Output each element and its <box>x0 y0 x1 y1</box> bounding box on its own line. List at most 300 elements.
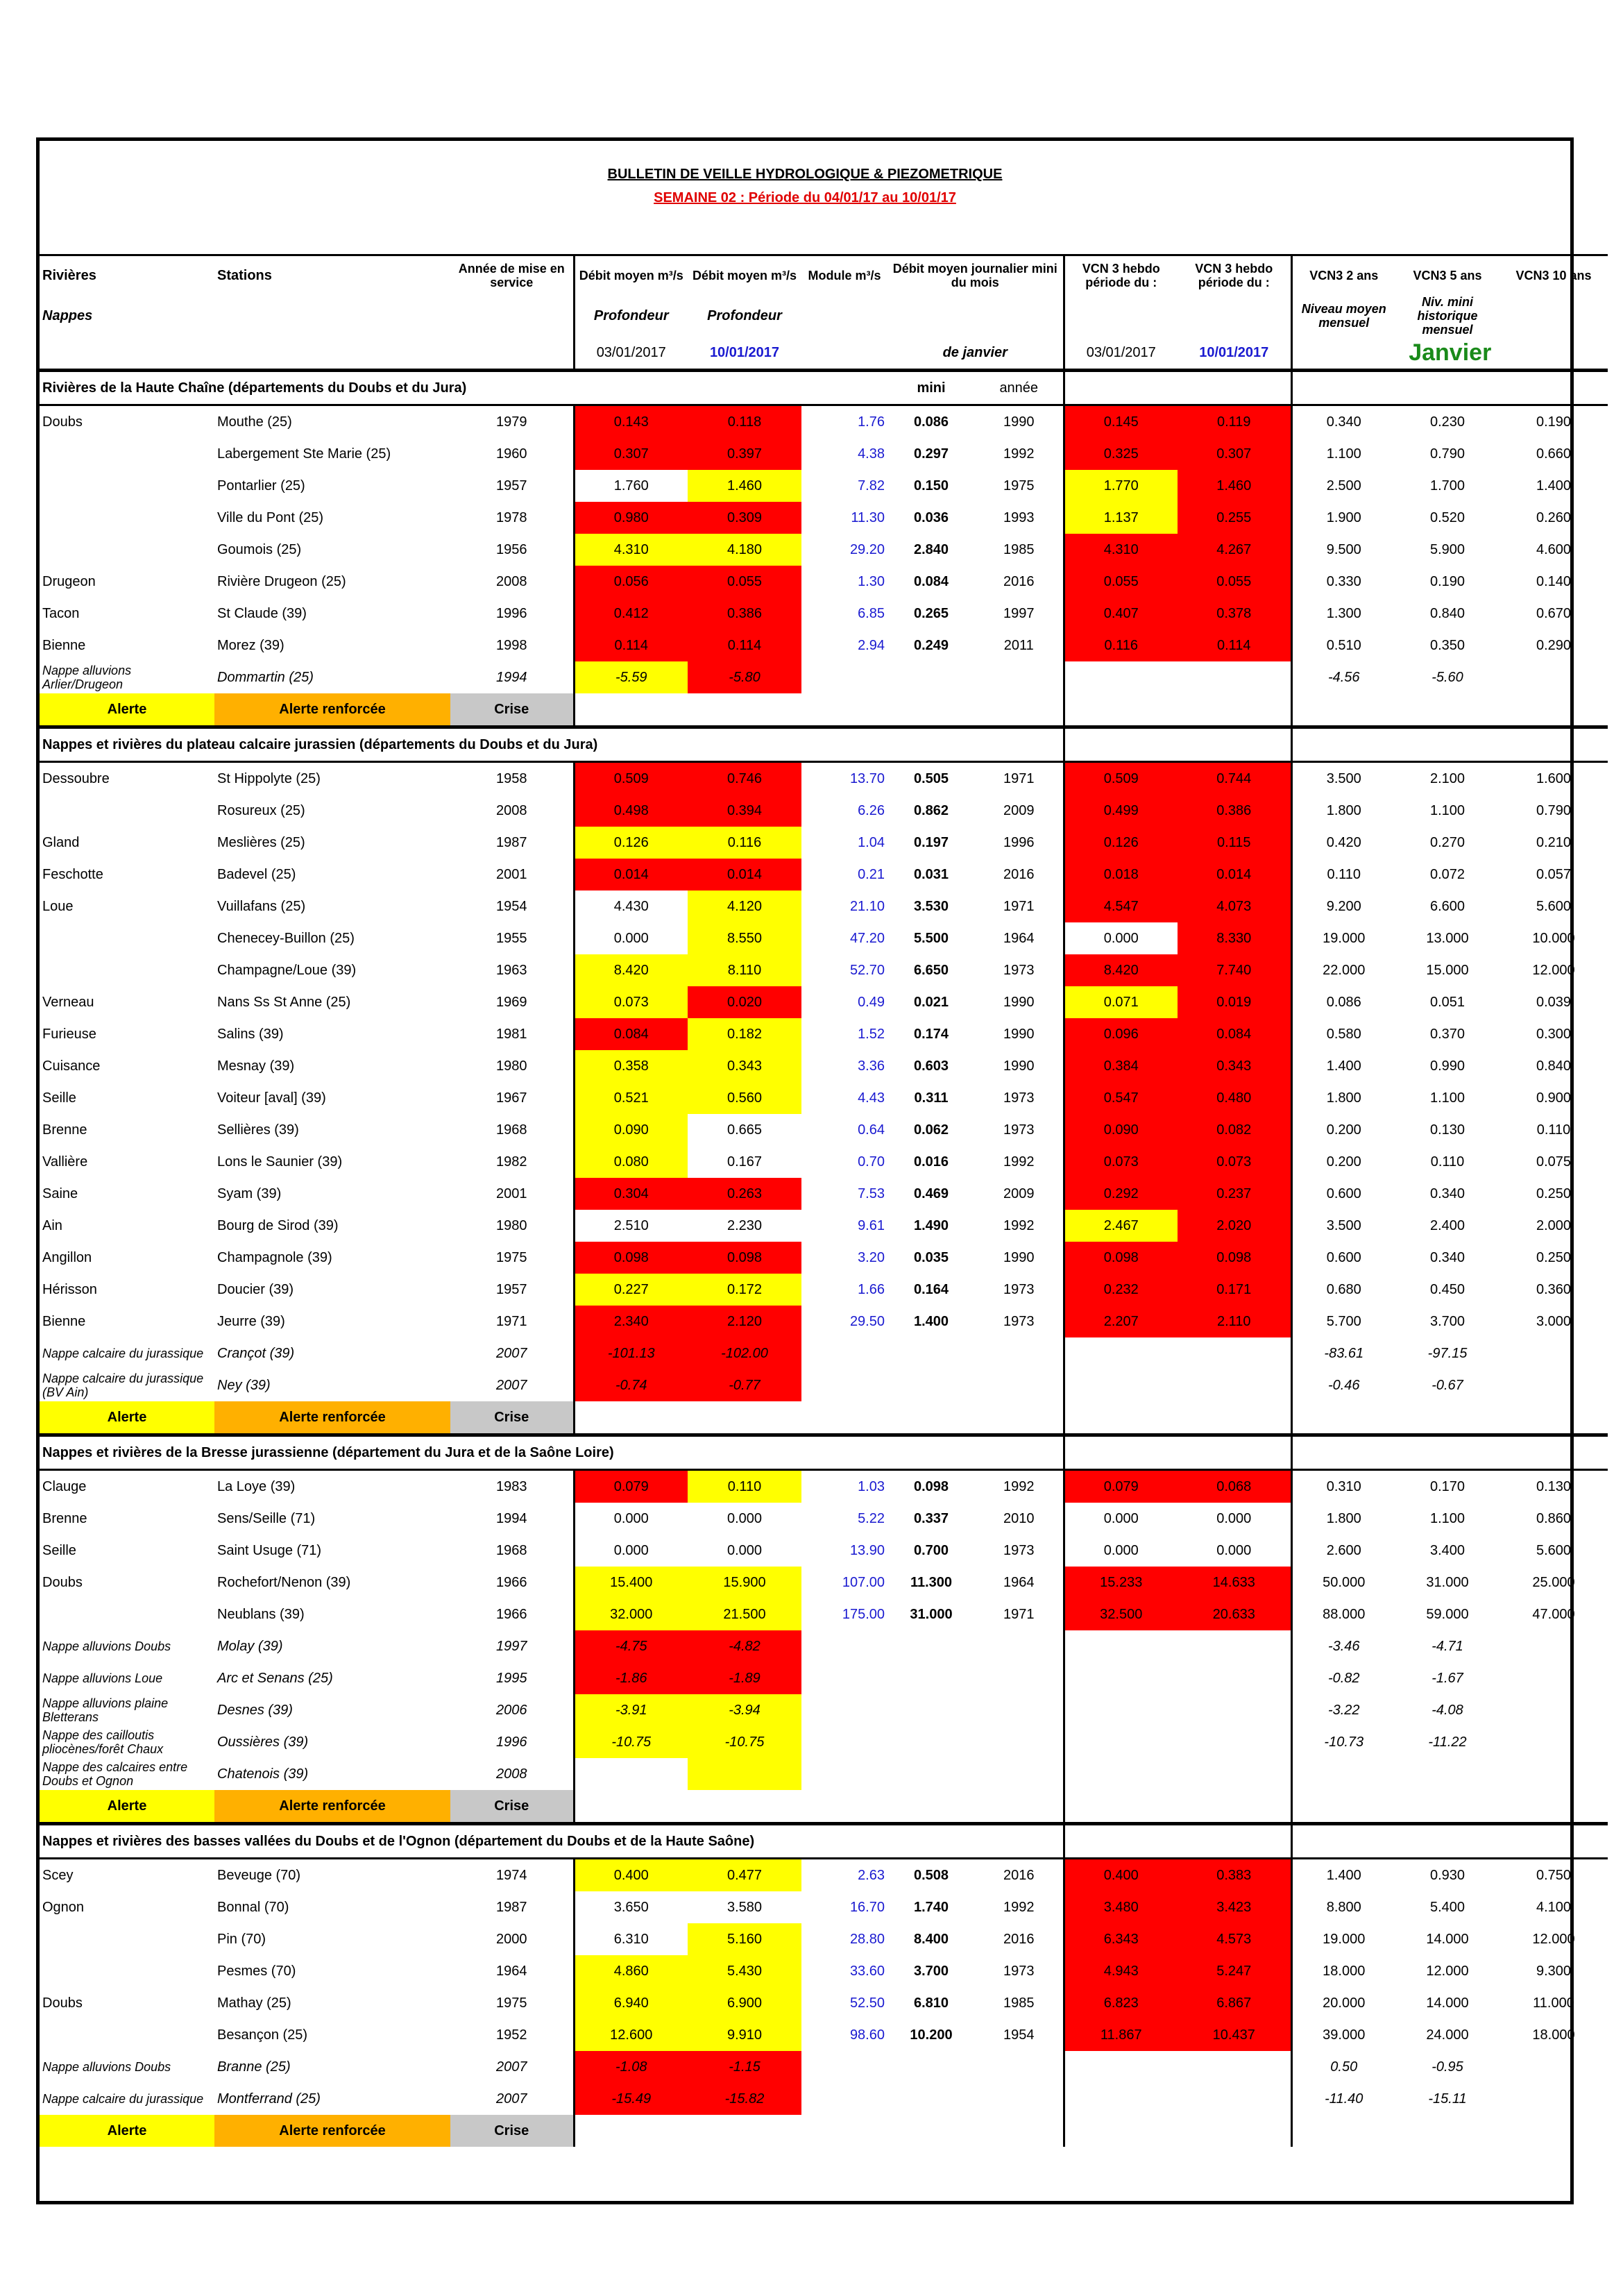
mini-cell: 11.300 <box>910 1574 953 1590</box>
table-row <box>40 1369 1608 1401</box>
module-cell: 0.21 <box>858 866 885 882</box>
vcn3-5ans-cell: 0.072 <box>1429 866 1465 882</box>
vcn3-10ans-cell: 0.750 <box>1536 1867 1572 1883</box>
vcn-2-cell: 0.055 <box>1178 566 1291 598</box>
vcn-2-cell: 0.383 <box>1178 1859 1291 1892</box>
vcn-2-cell: 3.423 <box>1178 1891 1291 1923</box>
table-row <box>40 1274 1608 1306</box>
debit-1-cell: 0.098 <box>574 1242 688 1274</box>
vcn3-2ans-cell: 0.330 <box>1291 566 1395 598</box>
debit-2-cell: 21.500 <box>688 1598 801 1630</box>
section-title: Nappes et rivières du plateau calcaire jurassien (départements du Doubs et du Jura) <box>40 727 887 762</box>
riviere-cell: Nappe calcaire du jurassique <box>42 2092 204 2106</box>
station-cell: Arc et Senans (25) <box>217 1670 333 1686</box>
debit-1-cell: -5.59 <box>574 661 688 693</box>
vcn3-2ans-cell: -3.22 <box>1291 1694 1395 1726</box>
vcn3-2ans-cell: 18.000 <box>1291 1955 1395 1987</box>
module-cell: 1.66 <box>858 1281 885 1297</box>
table-row <box>40 795 1608 827</box>
debit-1-cell: 0.114 <box>574 630 688 661</box>
riviere-cell <box>40 470 214 502</box>
vcn3-10ans-cell <box>1499 2051 1608 2083</box>
vcn-2-cell: 0.255 <box>1178 502 1291 534</box>
annee-mini-cell: 1996 <box>1003 834 1035 850</box>
legend-alerte-renforcee: Alerte renforcée <box>214 1790 450 1824</box>
empty-cell <box>574 1790 1064 1824</box>
vcn-1-cell: 0.000 <box>1064 1535 1178 1567</box>
table-row <box>40 1859 1608 1892</box>
station-cell: Mesnay (39) <box>217 1058 295 1074</box>
vcn3-2ans-cell: 1.300 <box>1291 598 1395 630</box>
empty-cell <box>1064 371 1291 405</box>
module-cell: 4.38 <box>858 446 885 462</box>
station-cell: Mouthe (25) <box>217 414 292 430</box>
riviere-cell: Nappe alluvions Doubs <box>42 2060 171 2074</box>
module-cell: 1.76 <box>858 414 885 430</box>
vcn-2-cell: 0.171 <box>1178 1274 1291 1306</box>
module-cell: 98.60 <box>849 2027 885 2043</box>
table-row <box>40 598 1608 630</box>
vcn3-5ans-cell: 14.000 <box>1426 1931 1469 1947</box>
vcn3-5ans-cell: 0.930 <box>1429 1867 1465 1883</box>
annee-mini-cell: 1975 <box>1003 478 1035 493</box>
debit-2-cell: 0.118 <box>688 405 801 439</box>
debit-2-cell: 0.116 <box>688 827 801 859</box>
annee-mini-cell <box>975 1369 1064 1401</box>
mini-cell: 0.164 <box>913 1281 949 1297</box>
vcn3-5ans-cell: -4.71 <box>1431 1638 1463 1654</box>
table-row <box>40 534 1608 566</box>
vcn3-10ans-cell: 0.290 <box>1536 637 1572 653</box>
vcn3-10ans-cell: 0.900 <box>1536 1090 1572 1106</box>
vcn-1-cell: 0.018 <box>1064 859 1178 890</box>
table-row <box>40 1146 1608 1178</box>
station-cell: Ney (39) <box>217 1377 271 1393</box>
vcn-2-cell <box>1178 1369 1291 1401</box>
annee-cell: 1998 <box>496 637 527 653</box>
station-cell: Meslières (25) <box>217 834 305 850</box>
station-cell: Syam (39) <box>217 1185 282 1201</box>
vcn3-10ans-cell: 4.100 <box>1536 1899 1572 1915</box>
vcn3-5ans-cell: 15.000 <box>1426 962 1469 978</box>
riviere-cell <box>40 1955 214 1987</box>
annee-cell: 1960 <box>496 446 527 462</box>
col-niveau-moyen: Niveau moyen mensuel <box>1291 295 1395 337</box>
annee-mini-cell: 1992 <box>1003 1478 1035 1494</box>
vcn3-10ans-cell: 0.250 <box>1536 1185 1572 1201</box>
vcn3-10ans-cell: 0.057 <box>1536 866 1572 882</box>
vcn-1-cell: 0.232 <box>1064 1274 1178 1306</box>
table-row <box>40 1503 1608 1535</box>
debit-2-cell: 1.460 <box>688 470 801 502</box>
vcn3-5ans-cell: 0.340 <box>1429 1185 1465 1201</box>
station-cell: Besançon (25) <box>217 2027 308 2043</box>
station-cell: Pontarlier (25) <box>217 478 305 493</box>
riviere-cell <box>40 795 214 827</box>
annee-cell: 1963 <box>496 962 527 978</box>
station-cell: Labergement Ste Marie (25) <box>217 446 391 462</box>
module-cell: 29.50 <box>849 1313 885 1329</box>
station-cell: Saint Usuge (71) <box>217 1542 322 1558</box>
vcn-1-cell: 0.055 <box>1064 566 1178 598</box>
vcn3-5ans-cell: 0.370 <box>1429 1026 1465 1042</box>
annee-cell: 1968 <box>496 1542 527 1558</box>
vcn-1-cell: 0.509 <box>1064 762 1178 795</box>
vcn3-10ans-cell: 0.190 <box>1536 414 1572 430</box>
vcn3-10ans-cell: 1.400 <box>1536 478 1572 493</box>
annee-mini-cell: 1992 <box>1003 1217 1035 1233</box>
vcn3-2ans-cell: 0.110 <box>1291 859 1395 890</box>
table-row <box>40 566 1608 598</box>
empty-cell <box>975 1824 1064 1859</box>
station-cell: Jeurre (39) <box>217 1313 285 1329</box>
debit-2-cell: 9.910 <box>688 2019 801 2051</box>
legend-crise: Crise <box>450 2115 574 2147</box>
debit-2-cell: 0.560 <box>688 1082 801 1114</box>
mini-cell: 0.150 <box>913 478 949 493</box>
debit-2-cell: 15.900 <box>688 1567 801 1598</box>
vcn3-2ans-cell: -3.46 <box>1291 1630 1395 1662</box>
mini-cell <box>887 1662 975 1694</box>
debit-1-cell: 0.000 <box>574 1535 688 1567</box>
vcn-1-cell: 4.547 <box>1064 890 1178 922</box>
vcn3-10ans-cell: 0.670 <box>1536 605 1572 621</box>
station-cell: Oussières (39) <box>217 1734 309 1750</box>
riviere-cell: Brenne <box>42 1122 87 1138</box>
annee-mini-cell: 1992 <box>1003 446 1035 462</box>
vcn3-2ans-cell: 1.100 <box>1291 438 1395 470</box>
module-cell <box>801 2083 887 2115</box>
vcn-1-cell: 4.310 <box>1064 534 1178 566</box>
station-cell: Sens/Seille (71) <box>217 1510 316 1526</box>
riviere-cell: Gland <box>42 834 80 850</box>
vcn3-10ans-cell: 0.300 <box>1536 1026 1572 1042</box>
table-row <box>40 438 1608 470</box>
riviere-cell: Nappe des calcaires entre Doubs et Ognon <box>42 1760 188 1788</box>
station-cell: St Claude (39) <box>217 605 307 621</box>
vcn3-2ans-cell: 0.086 <box>1291 986 1395 1018</box>
vcn3-5ans-cell: 3.700 <box>1429 1313 1465 1329</box>
debit-2-cell: 0.020 <box>688 986 801 1018</box>
vcn-1-cell: 15.233 <box>1064 1567 1178 1598</box>
module-cell: 52.50 <box>849 1995 885 2011</box>
debit-2-cell: -10.75 <box>688 1726 801 1758</box>
vcn-1-cell: 0.384 <box>1064 1050 1178 1082</box>
annee-cell: 2007 <box>496 2091 527 2107</box>
annee-mini-cell: 2011 <box>1003 637 1034 653</box>
annee-mini-cell: 1990 <box>1003 994 1035 1010</box>
debit-1-cell: 0.056 <box>574 566 688 598</box>
module-cell: 52.70 <box>849 962 885 978</box>
vcn3-5ans-cell: 0.230 <box>1429 414 1465 430</box>
vcn3-5ans-cell: -15.11 <box>1428 2091 1467 2107</box>
vcn-1-cell <box>1064 661 1178 693</box>
annee-cell: 1980 <box>496 1217 527 1233</box>
station-cell: Dommartin (25) <box>217 669 314 685</box>
riviere-cell: Seille <box>42 1090 76 1106</box>
mini-cell: 0.086 <box>913 414 949 430</box>
col-rivieres: Rivières <box>42 267 96 283</box>
vcn3-5ans-cell: 31.000 <box>1426 1574 1469 1590</box>
station-cell: Rochefort/Nenon (39) <box>217 1574 351 1590</box>
table-row <box>40 1535 1608 1567</box>
vcn3-10ans-cell: 0.840 <box>1536 1058 1572 1074</box>
col-vcn3-10ans: VCN3 10 ans <box>1515 269 1592 282</box>
riviere-cell: Nappe alluvions Doubs <box>42 1639 171 1653</box>
annee-cell: 2001 <box>496 866 527 882</box>
debit-2-cell: -3.94 <box>688 1694 801 1726</box>
annee-cell: 1996 <box>496 1734 527 1750</box>
annee-cell: 2000 <box>496 1931 527 1947</box>
annee-cell: 2008 <box>496 1766 527 1782</box>
debit-2-cell: 0.014 <box>688 859 801 890</box>
module-cell: 1.04 <box>858 834 885 850</box>
module-cell: 11.30 <box>851 509 885 525</box>
empty-cell <box>1064 2115 1291 2147</box>
col-module: Module m³/s <box>808 269 881 282</box>
table-row <box>40 1242 1608 1274</box>
station-cell: Crançot (39) <box>217 1345 295 1361</box>
col-debit-1: Débit moyen m³/s <box>574 255 688 296</box>
legend-alerte: Alerte <box>40 2115 214 2147</box>
riviere-cell: Clauge <box>42 1478 87 1494</box>
annee-mini-cell <box>975 1694 1064 1726</box>
annee-mini-cell: 2009 <box>1003 1185 1035 1201</box>
debit-2-cell: -0.77 <box>688 1369 801 1401</box>
station-cell: Pesmes (70) <box>217 1963 296 1979</box>
mini-cell: 6.810 <box>913 1995 949 2011</box>
vcn-2-cell: 0.343 <box>1178 1050 1291 1082</box>
mini-cell: 0.021 <box>913 994 949 1010</box>
vcn3-10ans-cell <box>1499 661 1608 693</box>
station-cell: Champagne/Loue (39) <box>217 962 357 978</box>
col-vcn3-5ans: VCN3 5 ans <box>1413 269 1482 282</box>
station-cell: Sellières (39) <box>217 1122 299 1138</box>
riviere-cell: Scey <box>42 1867 74 1883</box>
vcn-1-cell: 0.096 <box>1064 1018 1178 1050</box>
riviere-cell <box>40 1598 214 1630</box>
vcn-2-cell <box>1178 1694 1291 1726</box>
vcn3-2ans-cell: 2.500 <box>1291 470 1395 502</box>
debit-1-cell: 0.143 <box>574 405 688 439</box>
vcn3-10ans-cell: 0.210 <box>1536 834 1572 850</box>
vcn3-5ans-cell: 1.100 <box>1429 1090 1465 1106</box>
module-cell: 0.64 <box>858 1122 885 1138</box>
vcn3-2ans-cell: 0.600 <box>1291 1242 1395 1274</box>
vcn3-2ans-cell: -11.40 <box>1291 2083 1395 2115</box>
debit-2-cell: 5.160 <box>688 1923 801 1955</box>
annee-label: année <box>975 371 1064 405</box>
vcn-2-cell: 2.020 <box>1178 1210 1291 1242</box>
vcn3-10ans-cell <box>1499 2083 1608 2115</box>
annee-mini-cell <box>975 2051 1064 2083</box>
module-cell: 175.00 <box>842 1606 885 1622</box>
vcn3-2ans-cell: 0.340 <box>1291 405 1395 439</box>
vcn-1-cell: 0.400 <box>1064 1859 1178 1892</box>
table-row <box>40 954 1608 986</box>
empty-cell <box>1064 1790 1291 1824</box>
empty-cell <box>1291 1790 1608 1824</box>
annee-cell: 1994 <box>496 1510 527 1526</box>
table-row <box>40 1210 1608 1242</box>
vcn-1-cell: 0.292 <box>1064 1178 1178 1210</box>
vcn3-5ans-cell: 2.400 <box>1429 1217 1465 1233</box>
annee-mini-cell: 2016 <box>1003 866 1035 882</box>
station-cell: Doucier (39) <box>217 1281 294 1297</box>
debit-2-cell: 0.477 <box>688 1859 801 1892</box>
debit-2-cell: 0.167 <box>726 1154 763 1170</box>
vcn3-2ans-cell: 3.500 <box>1291 762 1395 795</box>
annee-cell: 1983 <box>496 1478 527 1494</box>
vcn-1-cell <box>1064 2051 1178 2083</box>
debit-2-cell: -102.00 <box>688 1337 801 1369</box>
vcn3-2ans-cell: 0.580 <box>1291 1018 1395 1050</box>
vcn-1-cell: 6.343 <box>1064 1923 1178 1955</box>
debit-2-cell: 0.098 <box>688 1242 801 1274</box>
vcn-2-cell: 0.119 <box>1178 405 1291 439</box>
module-cell <box>801 1726 887 1758</box>
debit-1-cell: 0.304 <box>574 1178 688 1210</box>
annee-cell: 1974 <box>496 1867 527 1883</box>
vcn3-10ans-cell: 0.140 <box>1536 573 1572 589</box>
legend-crise: Crise <box>450 1401 574 1435</box>
empty-cell <box>1291 2115 1608 2147</box>
empty-cell <box>975 1435 1064 1470</box>
empty-cell <box>1064 693 1291 727</box>
vcn3-2ans-cell <box>1291 1758 1395 1790</box>
vcn3-10ans-cell: 0.660 <box>1536 446 1572 462</box>
debit-1-cell: 12.600 <box>574 2019 688 2051</box>
station-cell: Salins (39) <box>217 1026 284 1042</box>
vcn3-2ans-cell: 19.000 <box>1291 922 1395 954</box>
annee-cell: 1971 <box>496 1313 527 1329</box>
table-row <box>40 2051 1608 2083</box>
col-vcn3-2ans: VCN3 2 ans <box>1291 255 1395 296</box>
riviere-cell: Nappe alluvions Loue <box>42 1671 163 1685</box>
vcn3-2ans-cell: 0.680 <box>1291 1274 1395 1306</box>
legend-row <box>40 1401 1608 1435</box>
station-cell: Montferrand (25) <box>217 2091 321 2107</box>
table-row <box>40 1470 1608 1503</box>
vcn3-5ans-cell: 1.700 <box>1429 478 1465 493</box>
vcn3-2ans-cell: 9.500 <box>1291 534 1395 566</box>
annee-cell: 1955 <box>496 930 527 946</box>
vcn3-5ans-cell: 0.190 <box>1429 573 1465 589</box>
mini-cell: 0.603 <box>913 1058 949 1074</box>
annee-mini-cell <box>975 1726 1064 1758</box>
vcn3-10ans-cell: 0.860 <box>1536 1510 1572 1526</box>
mini-cell: 0.469 <box>913 1185 949 1201</box>
vcn3-5ans-cell: 0.990 <box>1429 1058 1465 1074</box>
col-profondeur-1: Profondeur <box>574 295 688 337</box>
debit-1-cell: 0.521 <box>574 1082 688 1114</box>
col-nappes: Nappes <box>42 307 93 323</box>
vcn3-5ans-cell: 0.130 <box>1429 1122 1465 1138</box>
module-cell: 13.90 <box>849 1542 885 1558</box>
debit-2-cell: 8.550 <box>688 922 801 954</box>
dates-row <box>40 337 1608 371</box>
table-row <box>40 502 1608 534</box>
annee-cell: 1979 <box>496 414 527 430</box>
legend-alerte-renforcee: Alerte renforcée <box>214 1401 450 1435</box>
empty-cell <box>1064 1435 1291 1470</box>
annee-mini-cell: 1985 <box>1003 541 1035 557</box>
station-cell: Lons le Saunier (39) <box>217 1154 343 1170</box>
riviere-cell: Tacon <box>42 605 80 621</box>
vcn-2-cell: 0.307 <box>1178 438 1291 470</box>
vcn3-5ans-cell: 0.350 <box>1429 637 1465 653</box>
vcn3-2ans-cell: 1.400 <box>1291 1859 1395 1892</box>
module-cell: 3.36 <box>858 1058 885 1074</box>
vcn-2-cell <box>1178 1758 1291 1790</box>
table-row <box>40 1337 1608 1369</box>
mini-cell <box>887 1337 975 1369</box>
vcn3-10ans-cell <box>1499 1662 1608 1694</box>
annee-cell: 2001 <box>496 1185 527 1201</box>
riviere-cell: Brenne <box>42 1510 87 1526</box>
module-cell: 1.03 <box>858 1478 885 1494</box>
legend-alerte-renforcee: Alerte renforcée <box>214 2115 450 2147</box>
vcn-1-cell: 0.325 <box>1064 438 1178 470</box>
debit-1-cell: 3.650 <box>574 1891 688 1923</box>
mini-cell: 10.200 <box>910 2027 953 2043</box>
table-row <box>40 1955 1608 1987</box>
vcn-1-cell <box>1064 2083 1178 2115</box>
mini-cell: 3.530 <box>913 898 949 914</box>
column-header-row <box>40 255 1608 296</box>
vcn-2-cell: 7.740 <box>1178 954 1291 986</box>
debit-1-cell: 0.073 <box>574 986 688 1018</box>
col-vcn-2: VCN 3 hebdo période du : <box>1195 262 1273 289</box>
vcn3-5ans-cell: 24.000 <box>1426 2027 1469 2043</box>
module-cell: 6.85 <box>858 605 885 621</box>
annee-cell: 1966 <box>496 1574 527 1590</box>
riviere-cell <box>40 534 214 566</box>
riviere-cell: Nappe calcaire du jurassique (BV Ain) <box>42 1371 204 1399</box>
mini-cell <box>887 2083 975 2115</box>
vcn3-10ans-cell: 0.039 <box>1536 994 1572 1010</box>
vcn-1-cell: 2.467 <box>1064 1210 1178 1242</box>
annee-cell: 1975 <box>496 1995 527 2011</box>
annee-cell: 2006 <box>496 1702 527 1718</box>
station-cell: Morez (39) <box>217 637 284 653</box>
empty-cell <box>1291 1824 1608 1859</box>
debit-1-cell: 0.014 <box>574 859 688 890</box>
debit-1-cell: 1.760 <box>574 470 688 502</box>
vcn3-2ans-cell: 0.600 <box>1291 1178 1395 1210</box>
debit-2-cell: 0.000 <box>726 1542 763 1558</box>
table-row <box>40 1923 1608 1955</box>
debit-2-cell: 0.110 <box>688 1470 801 1503</box>
vcn3-5ans-cell: 5.400 <box>1429 1899 1465 1915</box>
debit-1-cell: -3.91 <box>574 1694 688 1726</box>
mini-cell: 1.740 <box>913 1899 949 1915</box>
legend-crise: Crise <box>450 693 574 727</box>
vcn3-10ans-cell: 11.000 <box>1533 1995 1574 2011</box>
annee-mini-cell: 1990 <box>1003 1058 1035 1074</box>
vcn3-10ans-cell: 0.110 <box>1536 1122 1571 1138</box>
vcn3-2ans-cell: 39.000 <box>1291 2019 1395 2051</box>
debit-1-cell: 0.084 <box>574 1018 688 1050</box>
vcn3-5ans-cell: -0.95 <box>1431 2059 1463 2075</box>
vcn3-5ans-cell: 0.170 <box>1429 1478 1465 1494</box>
vcn-2-cell: 0.068 <box>1178 1470 1291 1503</box>
riviere-cell: Doubs <box>42 1995 83 2011</box>
empty-cell <box>1291 1401 1608 1435</box>
vcn-2-cell: 4.073 <box>1178 890 1291 922</box>
mini-cell: 0.035 <box>913 1249 949 1265</box>
vcn3-5ans-cell: 0.110 <box>1430 1154 1465 1170</box>
